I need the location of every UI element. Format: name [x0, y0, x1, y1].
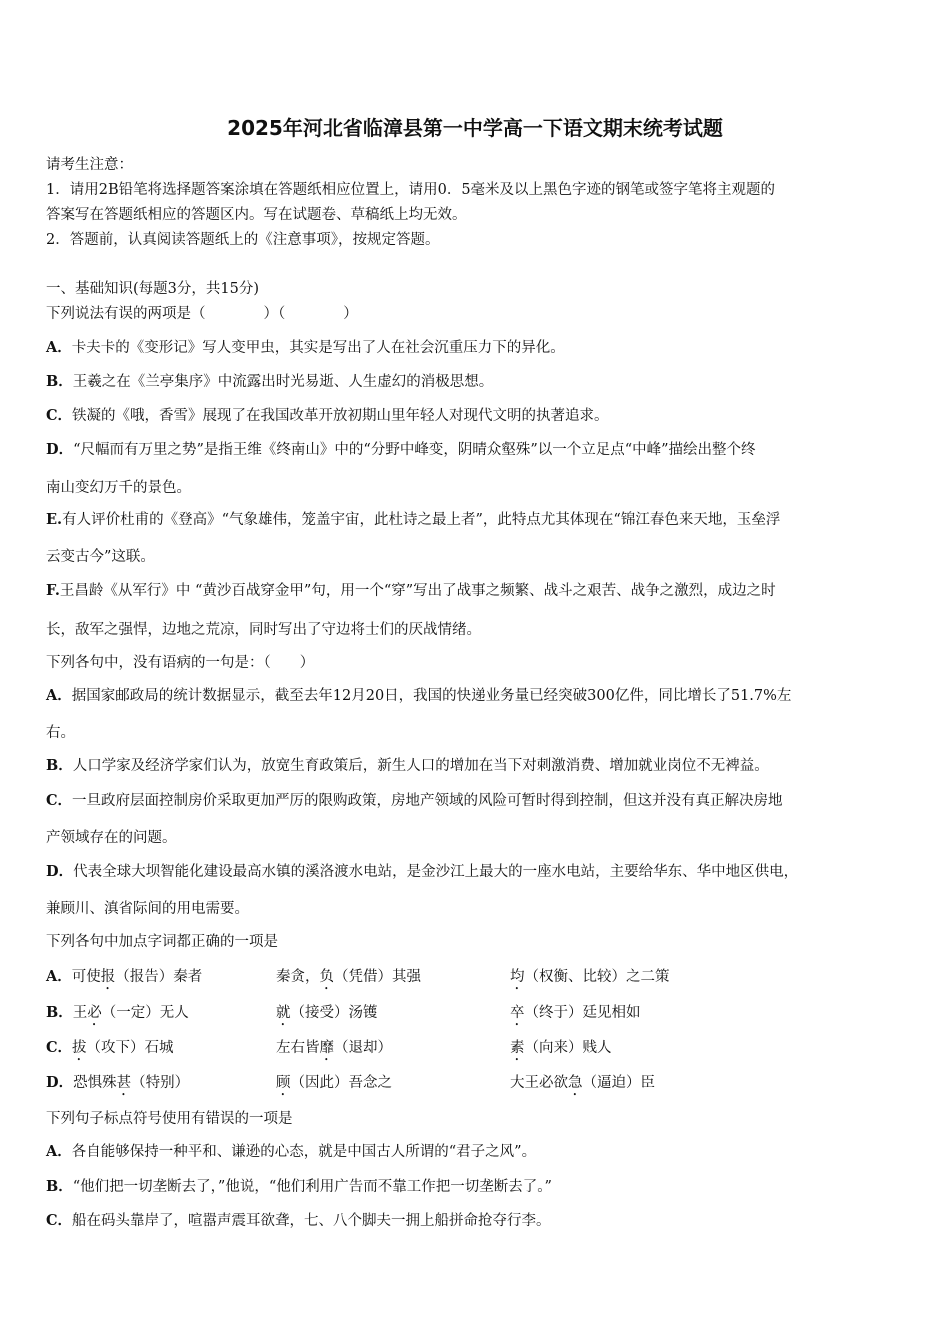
- q2-option-b: [46, 754, 769, 775]
- section-heading: 一、基础知识(每题3分，共15分): [46, 281, 259, 297]
- q4-stem: 下列句子标点符号使用有错误的一项是: [46, 1111, 293, 1127]
- q3-option-row-col2: [276, 1036, 392, 1064]
- text: 左右皆: [276, 1040, 320, 1056]
- q2-option-a-cont: 右。: [46, 725, 75, 741]
- q4-option-a: [46, 1140, 536, 1161]
- option-label: C．: [46, 1039, 73, 1056]
- dotted-word: 负: [319, 969, 334, 985]
- q3-option-row-col2: [276, 1071, 392, 1099]
- q1-option-f-cont: 长，敌军之强悍，边地之荒凉，同时写出了守边将士们的厌战情绪。: [46, 622, 481, 638]
- option-label: D．: [46, 1074, 74, 1091]
- option-label: D．: [46, 441, 74, 458]
- q1-option-a: [46, 336, 565, 357]
- q1-option-b: [46, 370, 493, 391]
- gloss: （接受）汤镬: [290, 1005, 378, 1021]
- option-label: A．: [46, 968, 72, 985]
- q3-option-row-col1: [46, 965, 202, 993]
- q1-option-d-cont: 南山变幻万千的景色。: [46, 480, 191, 496]
- q3-option-row-col2: [276, 965, 421, 993]
- q3-stem: 下列各句中加点字词都正确的一项是: [46, 934, 278, 950]
- q1-option-c: [46, 404, 609, 425]
- option-text: 据国家邮政局的统计数据显示，截至去年12月20日，我国的快递业务量已经突破300亿件，同比增长了51.7%左: [71, 688, 792, 704]
- option-text: 各自能够保持一种平和、谦逊的心态，就是中国古人所谓的“君子之风”。: [71, 1144, 537, 1160]
- q3-option-row-col3: [510, 1036, 612, 1064]
- gloss: （退却）: [334, 1040, 392, 1056]
- option-text: 代表全球大坝智能化建设最高水镇的溪洛渡水电站，是金沙江上最大的一座水电站，主要给华东、华中地区供电，: [73, 864, 799, 880]
- q1-option-e-cont: 云变古今”这联。: [46, 549, 155, 565]
- option-text: 人口学家及经济学家们认为，放宽生育政策后，新生人口的增加在当下对刺激消费、增加就业岗位不无裨益。: [72, 758, 769, 774]
- q3-option-row-col3: [510, 1071, 655, 1099]
- option-label: B．: [46, 757, 73, 774]
- q2-option-a: [46, 684, 791, 705]
- q3-option-row-col2: [276, 1001, 378, 1029]
- gloss: （权衡、比较）之二策: [524, 969, 670, 985]
- text: 恐惧殊: [73, 1075, 117, 1091]
- option-label: C．: [46, 792, 73, 809]
- q4-option-b: [46, 1175, 552, 1196]
- q4-option-c: [46, 1209, 551, 1230]
- gloss: （特别）: [131, 1075, 190, 1091]
- option-text: “尺幅而有万里之势”是指王维《终南山》中的“分野中峰变，阴晴众壑殊”以一个立足点“中峰”描绘出整个终: [73, 442, 756, 458]
- q3-option-row-col1: [46, 1036, 174, 1064]
- option-text: 一旦政府层面控制房价采取更加严厉的限购政策，房地产领域的风险可暂时得到控制，但这并没有真正解决房地: [72, 793, 783, 809]
- dotted-word: 顾: [276, 1075, 291, 1091]
- option-label: E.: [46, 511, 63, 528]
- dotted-word: 卒: [510, 1005, 525, 1021]
- dotted-word: 甚: [116, 1075, 132, 1091]
- text: 秦贪，: [276, 969, 320, 985]
- q1-option-e: [46, 508, 780, 529]
- option-text: 王昌龄《从军行》中 “黄沙百战穿金甲”句，用一个“穿”写出了战事之频繁、战斗之艰苦、战争之激烈，成边之时: [59, 583, 776, 599]
- option-label: F.: [46, 582, 60, 599]
- q1-stem: 下列说法有误的两项是（ ）（ ）: [46, 306, 358, 322]
- dotted-word: 拔: [72, 1040, 87, 1056]
- dotted-word: 报: [100, 969, 116, 985]
- gloss: （攻下）石城: [86, 1040, 174, 1056]
- notice-item-2: 2．答题前，认真阅读答题纸上的《注意事项》，按规定答题。: [46, 232, 440, 248]
- option-label: C．: [46, 407, 73, 424]
- option-text: 卡夫卡的《变形记》写人变甲虫，其实是写出了人在社会沉重压力下的异化。: [71, 340, 565, 356]
- q3-option-row-col1: [46, 1071, 189, 1099]
- notice-heading: 请考生注意：: [46, 157, 133, 173]
- dotted-word: 就: [276, 1005, 291, 1021]
- text: 大王必欲: [510, 1075, 568, 1091]
- gloss: （一定）无人: [101, 1005, 189, 1021]
- text: 可使: [71, 969, 101, 985]
- option-label: A．: [46, 1143, 72, 1160]
- q3-option-row-col1: [46, 1001, 189, 1029]
- option-label: B．: [46, 1004, 73, 1021]
- option-text: 船在码头靠岸了，喧嚣声震耳欲聋，七、八个脚夫一拥上船拼命抢夺行李。: [72, 1213, 551, 1229]
- option-text: “他们把一切垄断去了，”他说，“他们利用广告而不靠工作把一切垄断去了。”: [72, 1179, 552, 1195]
- option-label: C．: [46, 1212, 73, 1229]
- gloss: （报告）秦者: [115, 969, 203, 985]
- notice-item-1-line-1: 1．请用2B铅笔将选择题答案涂填在答题纸相应位置上，请用0．5毫米及以上黑色字迹的钢笔或签字笔将主观题的: [46, 182, 776, 198]
- notice-item-1-line-2: 答案写在答题纸相应的答题区内。写在试题卷、草稿纸上均无效。: [46, 207, 467, 223]
- q2-option-d-cont: 兼顾川、滇省际间的用电需要。: [46, 901, 249, 917]
- gloss: （逼迫）臣: [582, 1075, 655, 1091]
- gloss: （凭借）其强: [334, 969, 421, 985]
- dotted-word: 必: [87, 1005, 102, 1021]
- option-text: 王羲之在《兰亭集序》中流露出时光易逝、人生虚幻的消极思想。: [72, 374, 494, 390]
- q2-option-d: [46, 860, 798, 881]
- q2-option-c: [46, 789, 783, 810]
- option-label: A．: [46, 339, 72, 356]
- dotted-word: 靡: [319, 1040, 334, 1056]
- gloss: （终于）廷见相如: [524, 1005, 641, 1021]
- option-label: A．: [46, 687, 72, 704]
- q3-option-row-col3: [510, 965, 670, 993]
- gloss: （因此）吾念之: [290, 1075, 392, 1091]
- q2-option-c-cont: 产领域存在的问题。: [46, 830, 177, 846]
- dotted-word: 急: [568, 1075, 583, 1091]
- text: 王: [72, 1005, 88, 1021]
- q3-option-row-col3: [510, 1001, 641, 1029]
- dotted-word: 均: [510, 969, 525, 985]
- page-title: 2025年河北省临漳县第一中学高一下语文期末统考试题: [227, 116, 723, 140]
- option-label: B．: [46, 373, 73, 390]
- q1-option-d: [46, 438, 756, 459]
- option-text: 有人评价杜甫的《登高》“气象雄伟，笼盖宇宙，此杜诗之最上者”，此特点尤其体现在“锦江春色来天地，玉垒浮: [62, 512, 781, 528]
- dotted-word: 素: [510, 1040, 525, 1056]
- option-label: D．: [46, 863, 74, 880]
- q2-stem: 下列各句中，没有语病的一句是：（ ）: [46, 655, 315, 671]
- option-text: 铁凝的《哦，香雪》展现了在我国改革开放初期山里年轻人对现代文明的执著追求。: [72, 408, 609, 424]
- q1-option-f: [46, 579, 776, 600]
- option-label: B．: [46, 1178, 73, 1195]
- gloss: （向来）贱人: [524, 1040, 612, 1056]
